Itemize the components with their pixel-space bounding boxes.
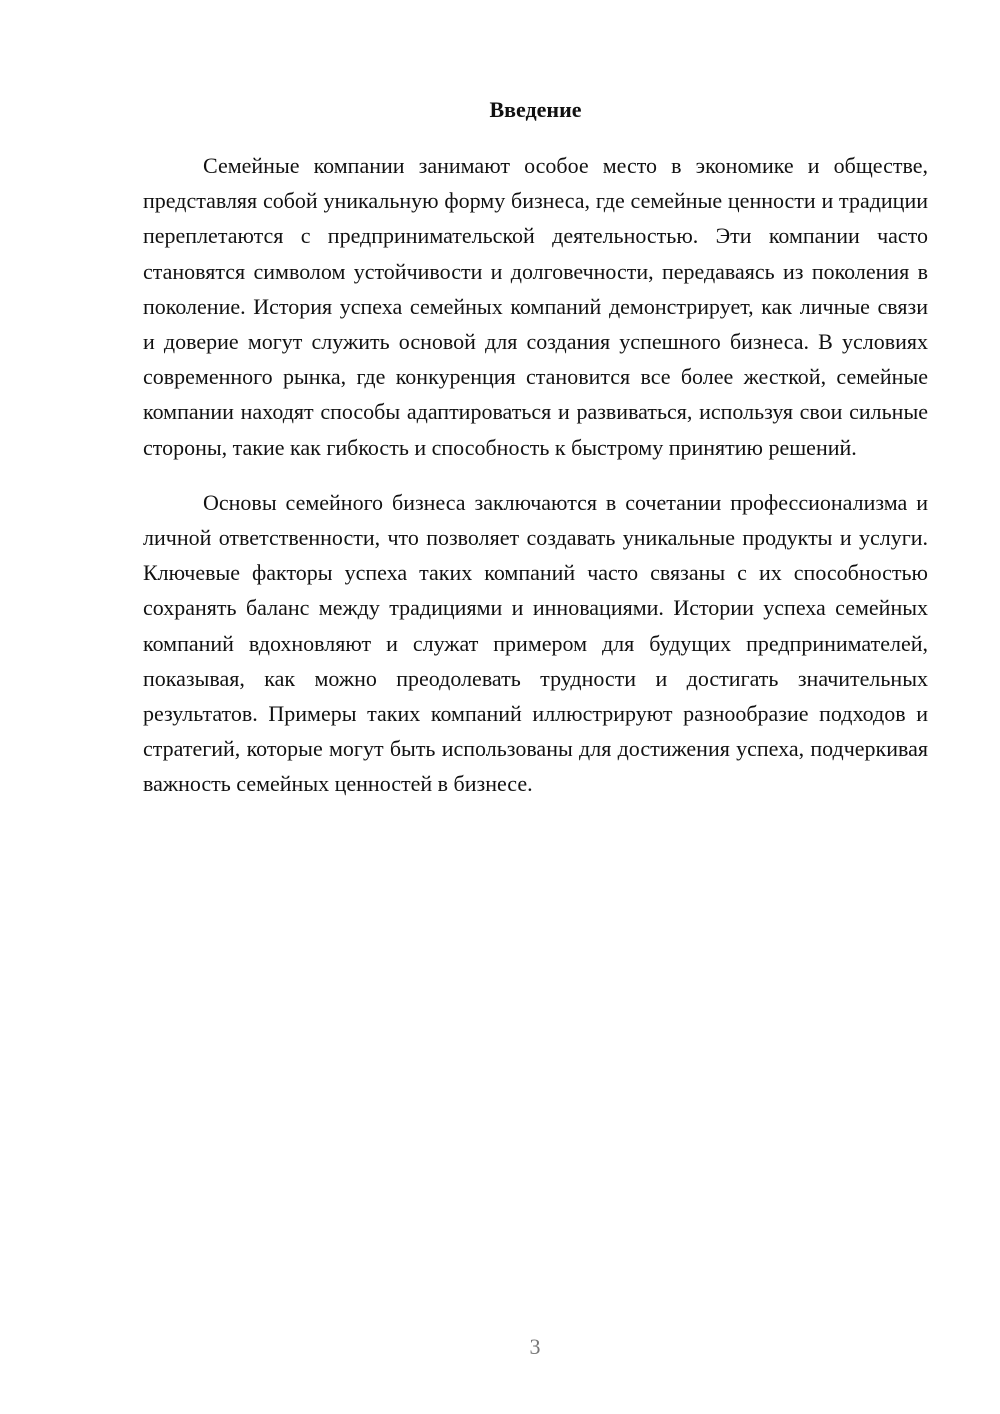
intro-paragraph-1: Семейные компании занимают особое место в экономике и обществе, представляя собой уникальную форму бизнеса, где семейные ценности и традиции переплетаются с предпринимательской деятельностью. Эти компании часто становятся символом устойчивости и долговечности, передаваясь из поколения в поколение. История успеха семейных компаний демонстрирует, как личные связи и доверие могут служить основой для создания успешного бизнеса. В условиях современного рынка, где конкуренция становится все более жесткой, семейные компании находят способы адаптироваться и развиваться, используя свои сильные стороны, такие как гибкость и способность к быстрому принятию решений.	[143, 153, 928, 460]
page-number: 3	[529, 1334, 541, 1359]
document-content	[143, 92, 928, 802]
intro-paragraph-2: Основы семейного бизнеса заключаются в сочетании профессионализма и личной ответственности, что позволяет создавать уникальные продукты и услуги. Ключевые факторы успеха таких компаний часто связаны с их способностью сохранять баланс между традициями и инновациями. Истории успеха семейных компаний вдохновляют и служат примером для будущих предпринимателей, показывая, как можно преодолевать трудности и достигать значительных результатов. Примеры таких компаний иллюстрируют разнообразие подходов и стратегий, которые могут быть использованы для достижения успеха, подчеркивая важность семейных ценностей в бизнесе.	[143, 489, 928, 797]
page-title: Введение	[489, 97, 582, 122]
